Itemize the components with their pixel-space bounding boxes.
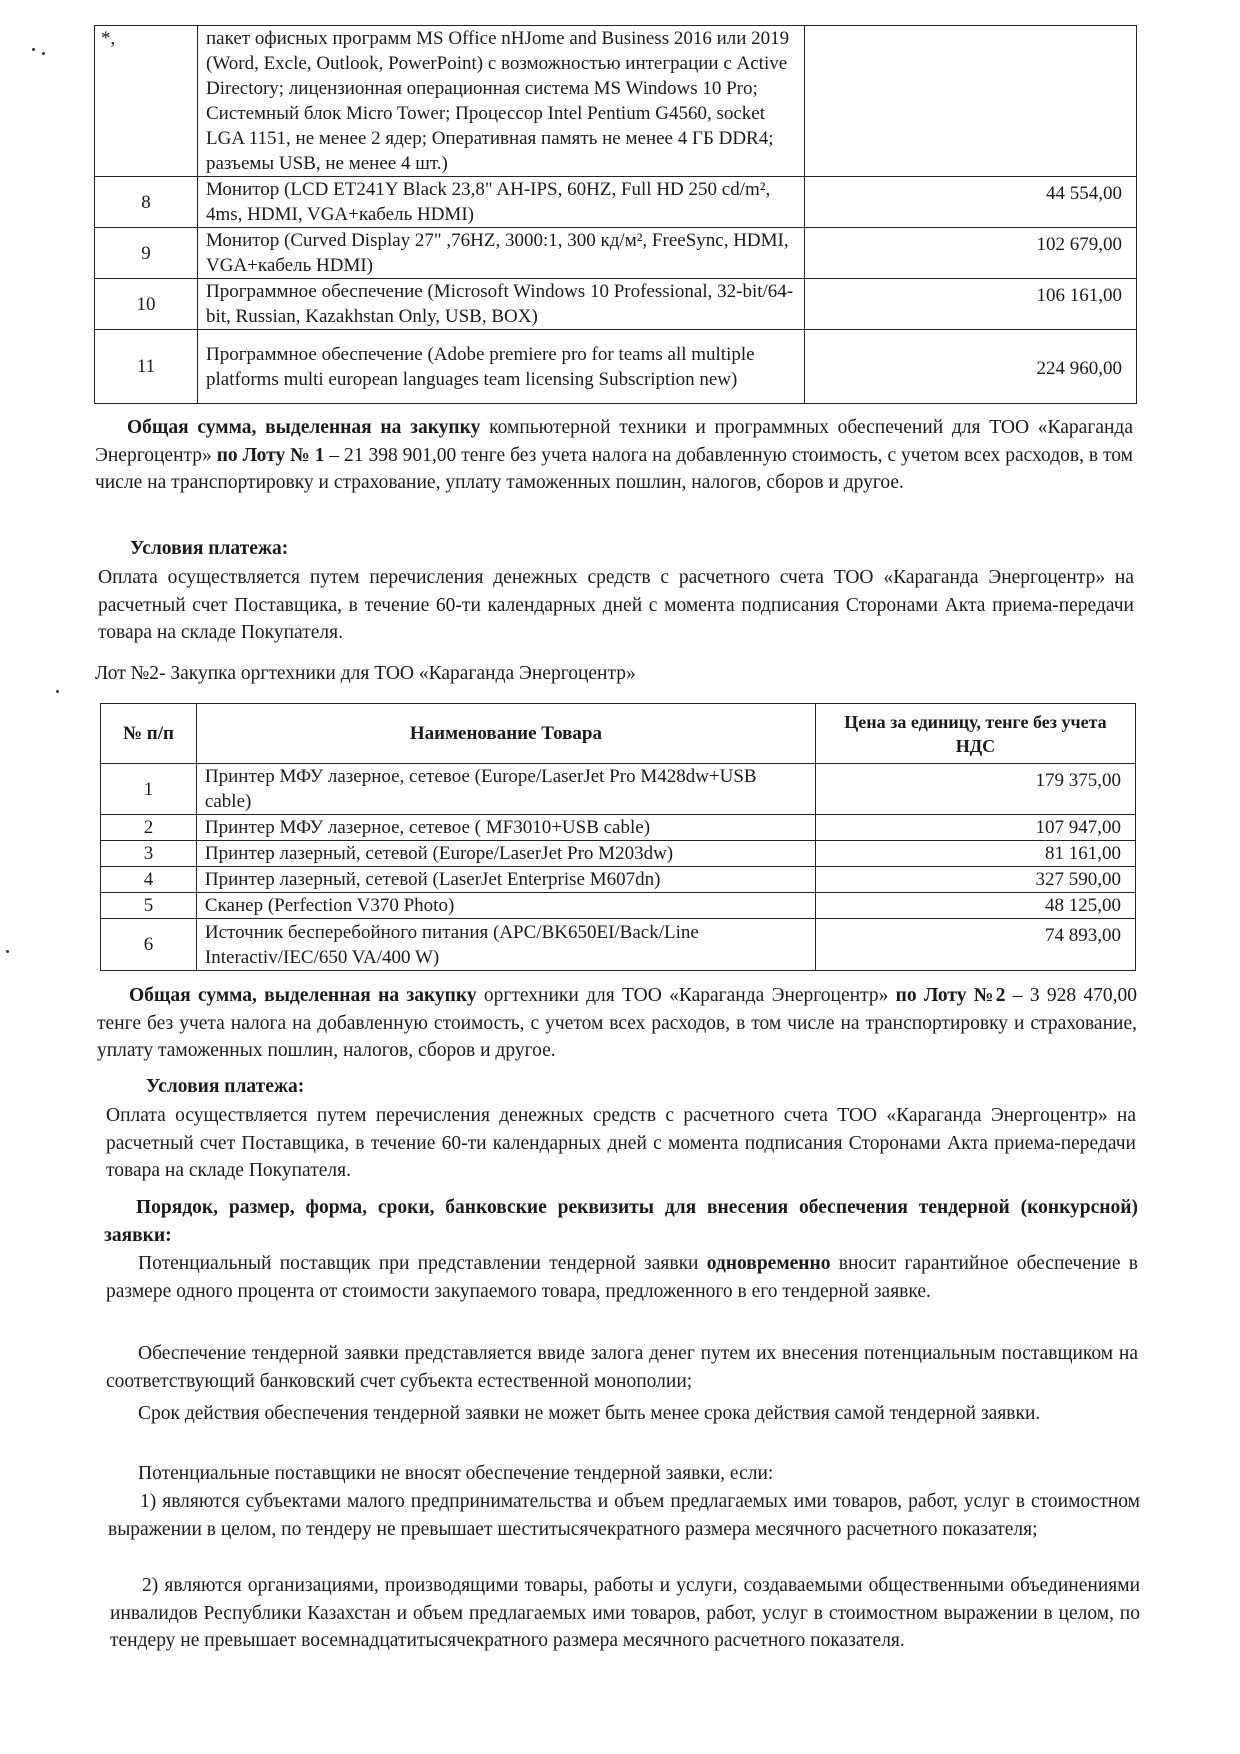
total-subject: оргтехники для ТОО «Караганда Энергоцентр» — [476, 985, 896, 1006]
item-price: 44 554,00 — [805, 177, 1137, 228]
total-amount-text: – 21 398 901,00 тенге без учета налога на добавленную стоимость, с учетом всех расходов, в том числе на транспортировку и страхование, уплату таможенных пошлин, налогов, сборов и другое. — [95, 444, 1133, 493]
item-price: 102 679,00 — [805, 228, 1137, 279]
item-description: Принтер МФУ лазерное, сетевое (Europe/LaserJet Pro M428dw+USB cable) — [196, 764, 815, 815]
table-row — [95, 279, 1137, 330]
table-row — [101, 893, 1136, 919]
item-description: Монитор (Curved Display 27" ,76HZ, 3000:1, 300 кд/м², FreeSync, HDMI, VGA+кабель HDMI) — [198, 228, 805, 279]
item-price: 48 125,00 — [815, 893, 1135, 919]
table-row — [101, 764, 1136, 815]
total-subject: компьютерной техники и программных обеспечений для ТОО «Караганда Энергоцентр» — [95, 417, 1133, 466]
table-row — [101, 815, 1136, 841]
table-row — [95, 330, 1137, 404]
lot2-total-paragraph — [97, 982, 1137, 1065]
item-description: пакет офисных программ MS Office nHJome and Business 2016 или 2019 (Word, Excle, Outlook, PowerPoint) с возможностью интеграции с Active Directory; лицензионная операционная система MS Windows 10 Pro; Системный блок Micro Tower; Процессор Intel Pentium G4560, socket LGA 1151, не менее 2 ядер; Оперативная память не менее 4 ГБ DDR4; разъемы USB, не менее 4 шт.) — [198, 26, 805, 177]
table-header-row — [101, 704, 1136, 764]
row-number: 11 — [95, 330, 198, 404]
row-number: *, — [95, 26, 198, 177]
lot2-conditions-heading: Условия платежа: — [146, 1076, 305, 1097]
item-price: 224 960,00 — [805, 330, 1137, 404]
row-number: 3 — [101, 841, 197, 867]
item-price — [805, 26, 1137, 177]
total-label: Общая сумма, выделенная на закупку — [129, 985, 477, 1006]
item-description: Программное обеспечение (Microsoft Windows 10 Professional, 32-bit/64-bit, Russian, Kazakhstan Only, USB, BOX) — [198, 279, 805, 330]
item-description: Монитор (LCD ET241Y Black 23,8" AH-IPS, 60HZ, Full HD 250 cd/m², 4ms, HDMI, VGA+кабель HDMI) — [198, 177, 805, 228]
item-price: 327 590,00 — [815, 867, 1135, 893]
lot2-title: Лот №2- Закупка оргтехники для ТОО «Караганда Энергоцентр» — [95, 663, 636, 684]
item-description: Принтер МФУ лазерное, сетевое ( MF3010+USB cable) — [196, 815, 815, 841]
table-row — [101, 867, 1136, 893]
column-header-number: № п/п — [101, 704, 197, 764]
scan-speck — [42, 52, 45, 55]
item-price: 179 375,00 — [815, 764, 1135, 815]
guarantee-paragraph-1 — [106, 1250, 1138, 1305]
row-number: 1 — [101, 764, 197, 815]
item-description: Принтер лазерный, сетевой (Europe/LaserJet Pro M203dw) — [196, 841, 815, 867]
lot2-items-table — [100, 703, 1136, 971]
item-price: 81 161,00 — [815, 841, 1135, 867]
table-row — [101, 919, 1136, 971]
guarantee-paragraph-3: Срок действия обеспечения тендерной заявки не может быть менее срока действия самой тендерной заявки. — [138, 1403, 1041, 1424]
lot2-conditions-text: Оплата осуществляется путем перечисления денежных средств с расчетного счета ТОО «Караганда Энергоцентр» на расчетный счет Поставщика, в течение 60-ти календарных дней с момента подписания Сторонами Акта приема-передачи товара на складе Покупателя. — [106, 1105, 1136, 1181]
lot1-items-table — [94, 25, 1137, 404]
row-number: 2 — [101, 815, 197, 841]
row-number: 9 — [95, 228, 198, 279]
paragraph-text: вносит гарантийное обеспечение в размере одного процента от стоимости закупаемого товара, предложенного в его тендерной заявке. — [106, 1253, 1138, 1302]
item-price: 107 947,00 — [815, 815, 1135, 841]
emphasis-text: одновременно — [706, 1253, 831, 1274]
lot1-conditions-text: Оплата осуществляется путем перечисления денежных средств с расчетного счета ТОО «Караганда Энергоцентр» на расчетный счет Поставщика, в течение 60-ти календарных дней с момента подписания Сторонами Акта приема-передачи товара на складе Покупателя. — [98, 567, 1134, 643]
total-label: Общая сумма, выделенная на закупку — [127, 417, 481, 438]
table-row — [95, 228, 1137, 279]
paragraph-text: Потенциальный поставщик при представлении тендерной заявки — [138, 1253, 707, 1274]
item-description: Источник бесперебойного питания (APC/BK650EI/Back/Line Interactiv/IEC/650 VA/400 W) — [196, 919, 815, 971]
item-description: Программное обеспечение (Adobe premiere pro for teams all multiple platforms multi european languages team licensing Subscription new) — [198, 330, 805, 404]
guarantee-exemption-1: 1) являются субъектами малого предпринимательства и объем предлагаемых ими товаров, работ, услуг в стоимостном выражении в целом, по тендеру не превышает шеститысячекратного размера месячного расчетного показателя; — [108, 1491, 1140, 1540]
item-price: 106 161,00 — [805, 279, 1137, 330]
scan-speck — [32, 48, 35, 51]
lot1-total-paragraph — [95, 414, 1133, 497]
guarantee-heading: Порядок, размер, форма, сроки, банковские реквизиты для внесения обеспечения тендерной (конкурсной) заявки: — [104, 1197, 1138, 1246]
row-number: 8 — [95, 177, 198, 228]
row-number: 10 — [95, 279, 198, 330]
scan-speck — [56, 690, 59, 693]
table-row — [95, 26, 1137, 177]
lot-reference: по Лоту №2 — [895, 985, 1006, 1006]
lot-reference: по Лоту № 1 — [216, 444, 325, 466]
item-price: 74 893,00 — [815, 919, 1135, 971]
item-description: Принтер лазерный, сетевой (LaserJet Enterprise M607dn) — [196, 867, 815, 893]
guarantee-paragraph-2: Обеспечение тендерной заявки представляется ввиде залога денег путем их внесения потенциальным поставщиком на соответствующий банковский счет субъекта естественной монополии; — [106, 1343, 1138, 1392]
guarantee-exemption-2: 2) являются организациями, производящими товары, работы и услуги, создаваемыми общественными объединениями инвалидов Республики Казахстан и объем предлагаемых ими товаров, работ, услуг в стоимостном выражении в целом, по тендеру не превышает восемнадцатитысячекратного размера месячного расчетного показателя. — [110, 1575, 1140, 1651]
guarantee-paragraph-4: Потенциальные поставщики не вносят обеспечение тендерной заявки, если: — [138, 1463, 774, 1484]
column-header-name: Наименование Товара — [196, 704, 815, 764]
table-row — [101, 841, 1136, 867]
total-amount-text: – 3 928 470,00 тенге без учета налога на добавленную стоимость, с учетом всех расходов, в том числе на транспортировку и страхование, уплату таможенных пошлин, налогов, сборов и другое. — [97, 985, 1137, 1061]
row-number: 6 — [101, 919, 197, 971]
scan-speck — [6, 950, 9, 953]
row-number: 5 — [101, 893, 197, 919]
column-header-price: Цена за единицу, тенге без учета НДС — [815, 704, 1135, 764]
row-number: 4 — [101, 867, 197, 893]
item-description: Сканер (Perfection V370 Photo) — [196, 893, 815, 919]
table-row — [95, 177, 1137, 228]
lot1-conditions-heading: Условия платежа: — [130, 538, 289, 559]
